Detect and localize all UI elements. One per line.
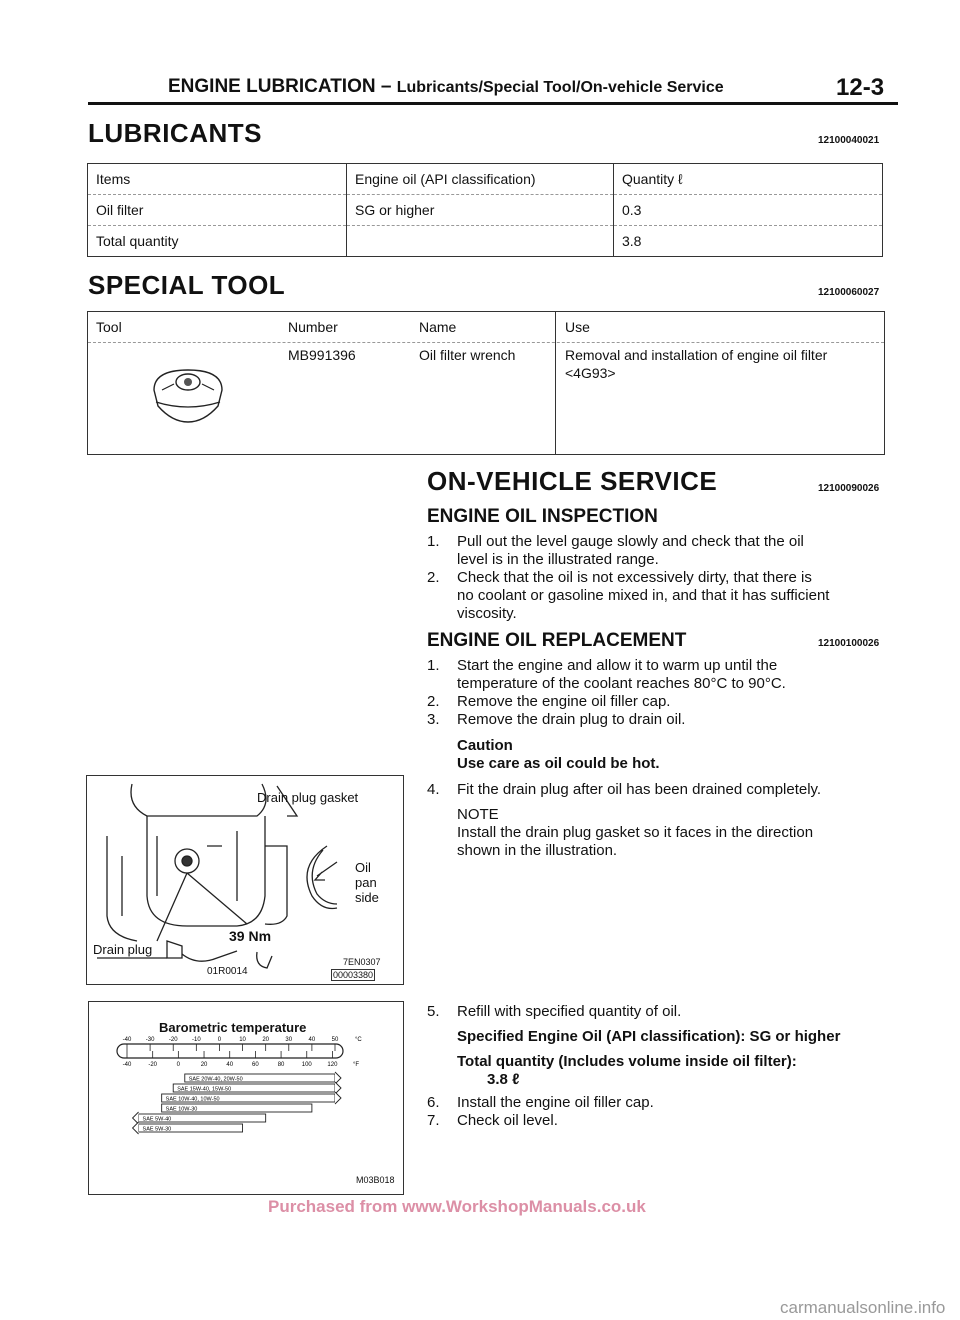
inspection-steps (427, 533, 887, 623)
list-item (427, 533, 887, 569)
header-quantity: Quantity ℓ (614, 164, 883, 195)
spec-oil: Specified Engine Oil (API classification): SG or higher (457, 1028, 841, 1045)
celsius-tick-label: 20 (262, 1037, 270, 1043)
header-use: Use (565, 319, 590, 335)
oil-pan-side-label (355, 860, 379, 905)
header-engine-oil: Engine oil (API classification) (347, 164, 614, 195)
drain-plug-figure (86, 775, 404, 985)
fahrenheit-tick-label: 60 (252, 1062, 259, 1068)
inspection-title: ENGINE OIL INSPECTION (427, 506, 658, 527)
oil-filter-wrench-icon (144, 362, 232, 428)
caution-text: Use care as oil could be hot. (457, 755, 660, 772)
step-line: Check oil level. (457, 1112, 558, 1129)
bar-arrow-left (133, 1112, 139, 1124)
label-line: Oil (355, 860, 371, 875)
celsius-tick-label: 50 (331, 1037, 339, 1043)
header-rule (88, 102, 898, 105)
viscosity-bar-label: SAE 20W-40, 20W-50 (188, 1076, 243, 1083)
footer-watermark: carmanualsonline.info (780, 1298, 946, 1317)
tool-number: MB991396 (288, 347, 356, 363)
list-item (427, 1094, 897, 1112)
step-number: 1. (427, 533, 440, 550)
fahrenheit-unit: °F (353, 1062, 360, 1068)
table-row (88, 195, 883, 226)
figure-code: 7EN0307 (343, 957, 381, 967)
tool-use: Removal and installation of engine oil filter (565, 347, 828, 363)
header-number: Number (288, 319, 338, 335)
list-item (427, 1112, 897, 1130)
note-label: NOTE (457, 806, 499, 823)
step-line: Refill with specified quantity of oil. (457, 1003, 682, 1020)
step-line: no coolant or gasoline mixed in, and that it has sufficient (457, 587, 830, 604)
header-tool: Tool (96, 319, 122, 335)
special-tool-table (87, 311, 885, 455)
running-header (168, 76, 724, 98)
header-title-main: ENGINE LUBRICATION – (168, 76, 392, 97)
table-row (88, 226, 883, 257)
step-line: temperature of the coolant reaches 80°C to 90°C. (457, 675, 786, 692)
list-item (427, 569, 887, 623)
lubricants-title: LUBRICANTS (88, 118, 262, 148)
replacement-code: 12100100026 (818, 638, 880, 649)
step-line: Remove the engine oil filler cap. (457, 693, 671, 710)
step-line: Pull out the level gauge slowly and check that the oil (457, 533, 804, 550)
step-number: 1. (427, 657, 440, 674)
page-number: 12-3 (836, 74, 885, 101)
column-divider (555, 312, 556, 454)
torque-label: 39 Nm (229, 928, 272, 944)
oil-viscosity-figure (88, 1001, 404, 1195)
fahrenheit-tick-label: -40 (122, 1062, 132, 1068)
cell-item: Oil filter (88, 195, 347, 226)
step-number: 4. (427, 781, 440, 798)
figure-code: 00003380 (333, 970, 374, 980)
caution-label: Caution (457, 737, 513, 754)
step-line: Check that the oil is not excessively dirty, that there is (457, 569, 812, 586)
header-items: Items (88, 164, 347, 195)
header-title-sub: Lubricants/Special Tool/On-vehicle Service (396, 79, 724, 96)
fahrenheit-tick-label: 0 (176, 1062, 181, 1068)
step-line: viscosity. (457, 605, 517, 622)
figure-code: 01R0014 (207, 966, 248, 977)
special-tool-title: SPECIAL TOOL (88, 270, 286, 300)
step-line: Start the engine and allow it to warm up until the (457, 657, 778, 674)
fahrenheit-tick-label: -20 (148, 1062, 158, 1068)
cell-oil: SG or higher (347, 195, 614, 226)
tool-use-engine: <4G93> (565, 365, 616, 381)
table-header-row (88, 312, 884, 343)
special-tool-code: 12100060027 (818, 287, 880, 298)
bar-arrow-left (133, 1122, 139, 1134)
on-vehicle-title: ON-VEHICLE SERVICE (427, 466, 718, 496)
cell-qty: 0.3 (614, 195, 883, 226)
celsius-tick-label: 40 (308, 1037, 316, 1043)
celsius-tick-label: 30 (285, 1037, 293, 1043)
step-number: 5. (427, 1003, 440, 1020)
header-name: Name (419, 319, 457, 335)
fahrenheit-tick-label: 120 (327, 1062, 338, 1068)
cell-oil (347, 226, 614, 257)
celsius-tick-label: -30 (145, 1037, 155, 1043)
fahrenheit-tick-label: 20 (200, 1062, 208, 1068)
celsius-unit: °C (355, 1037, 362, 1043)
celsius-tick-label: -40 (122, 1037, 132, 1043)
cell-qty: 3.8 (614, 226, 883, 257)
on-vehicle-code: 12100090026 (818, 483, 880, 494)
cell-item: Total quantity (88, 226, 347, 257)
bar-arrow-right (335, 1082, 341, 1094)
tool-name: Oil filter wrench (419, 347, 516, 363)
replacement-steps (427, 657, 887, 860)
list-item (427, 1003, 897, 1021)
label-line: pan (355, 875, 377, 890)
table-header-row (88, 164, 883, 195)
celsius-tick-label: 10 (239, 1037, 246, 1043)
spec-total: Total quantity (Includes volume inside oil filter): (457, 1053, 797, 1070)
temperature-scale (89, 1002, 403, 1194)
drain-plug-label: Drain plug (93, 942, 153, 957)
viscosity-bar-label: SAE 10W-30 (165, 1106, 198, 1113)
figure-title: Barometric temperature (159, 1020, 307, 1035)
purchase-watermark: Purchased from www.WorkshopManuals.co.uk (268, 1197, 646, 1216)
replacement-title: ENGINE OIL REPLACEMENT (427, 630, 687, 651)
celsius-tick-label: -10 (191, 1037, 201, 1043)
viscosity-bar-label: SAE 5W-40 (142, 1116, 172, 1123)
step-text (457, 533, 804, 569)
step-text (457, 569, 829, 623)
step-number: 2. (427, 569, 440, 586)
step-number: 3. (427, 711, 440, 728)
fahrenheit-tick-label: 100 (301, 1062, 312, 1068)
list-item (427, 693, 887, 711)
list-item (427, 657, 887, 693)
step-number: 6. (427, 1094, 440, 1111)
bar-arrow-right (335, 1092, 341, 1104)
list-item (427, 711, 887, 729)
step-number: 7. (427, 1112, 440, 1129)
celsius-tick-label: 0 (217, 1037, 222, 1043)
lubricants-code: 12100040021 (818, 135, 880, 146)
spec-total-value: 3.8 ℓ (487, 1071, 520, 1088)
step-number: 2. (427, 693, 440, 710)
bar-arrow-right (335, 1072, 341, 1084)
viscosity-bar-label: SAE 10W-40, 10W-50 (165, 1096, 220, 1103)
note-line: Install the drain plug gasket so it faces in the direction (457, 824, 814, 841)
note-line: shown in the illustration. (457, 842, 618, 859)
step-line: Fit the drain plug after oil has been drained completely. (457, 781, 822, 798)
label-line: side (355, 890, 379, 905)
refill-steps (427, 1003, 897, 1130)
fahrenheit-tick-label: 80 (277, 1062, 285, 1068)
figure-code: M03B018 (356, 1175, 395, 1185)
list-item (427, 781, 887, 799)
viscosity-bar-label: SAE 5W-30 (142, 1126, 172, 1133)
viscosity-chart (89, 1002, 403, 1194)
lubricants-table (87, 163, 883, 257)
step-line: Install the engine oil filler cap. (457, 1094, 654, 1111)
gasket-label: Drain plug gasket (257, 790, 359, 805)
step-line: Remove the drain plug to drain oil. (457, 711, 686, 728)
fahrenheit-tick-label: 40 (226, 1062, 234, 1068)
celsius-tick-label: -20 (168, 1037, 178, 1043)
viscosity-bar-label: SAE 15W-40, 15W-50 (177, 1086, 232, 1093)
step-line: level is in the illustrated range. (457, 551, 659, 568)
